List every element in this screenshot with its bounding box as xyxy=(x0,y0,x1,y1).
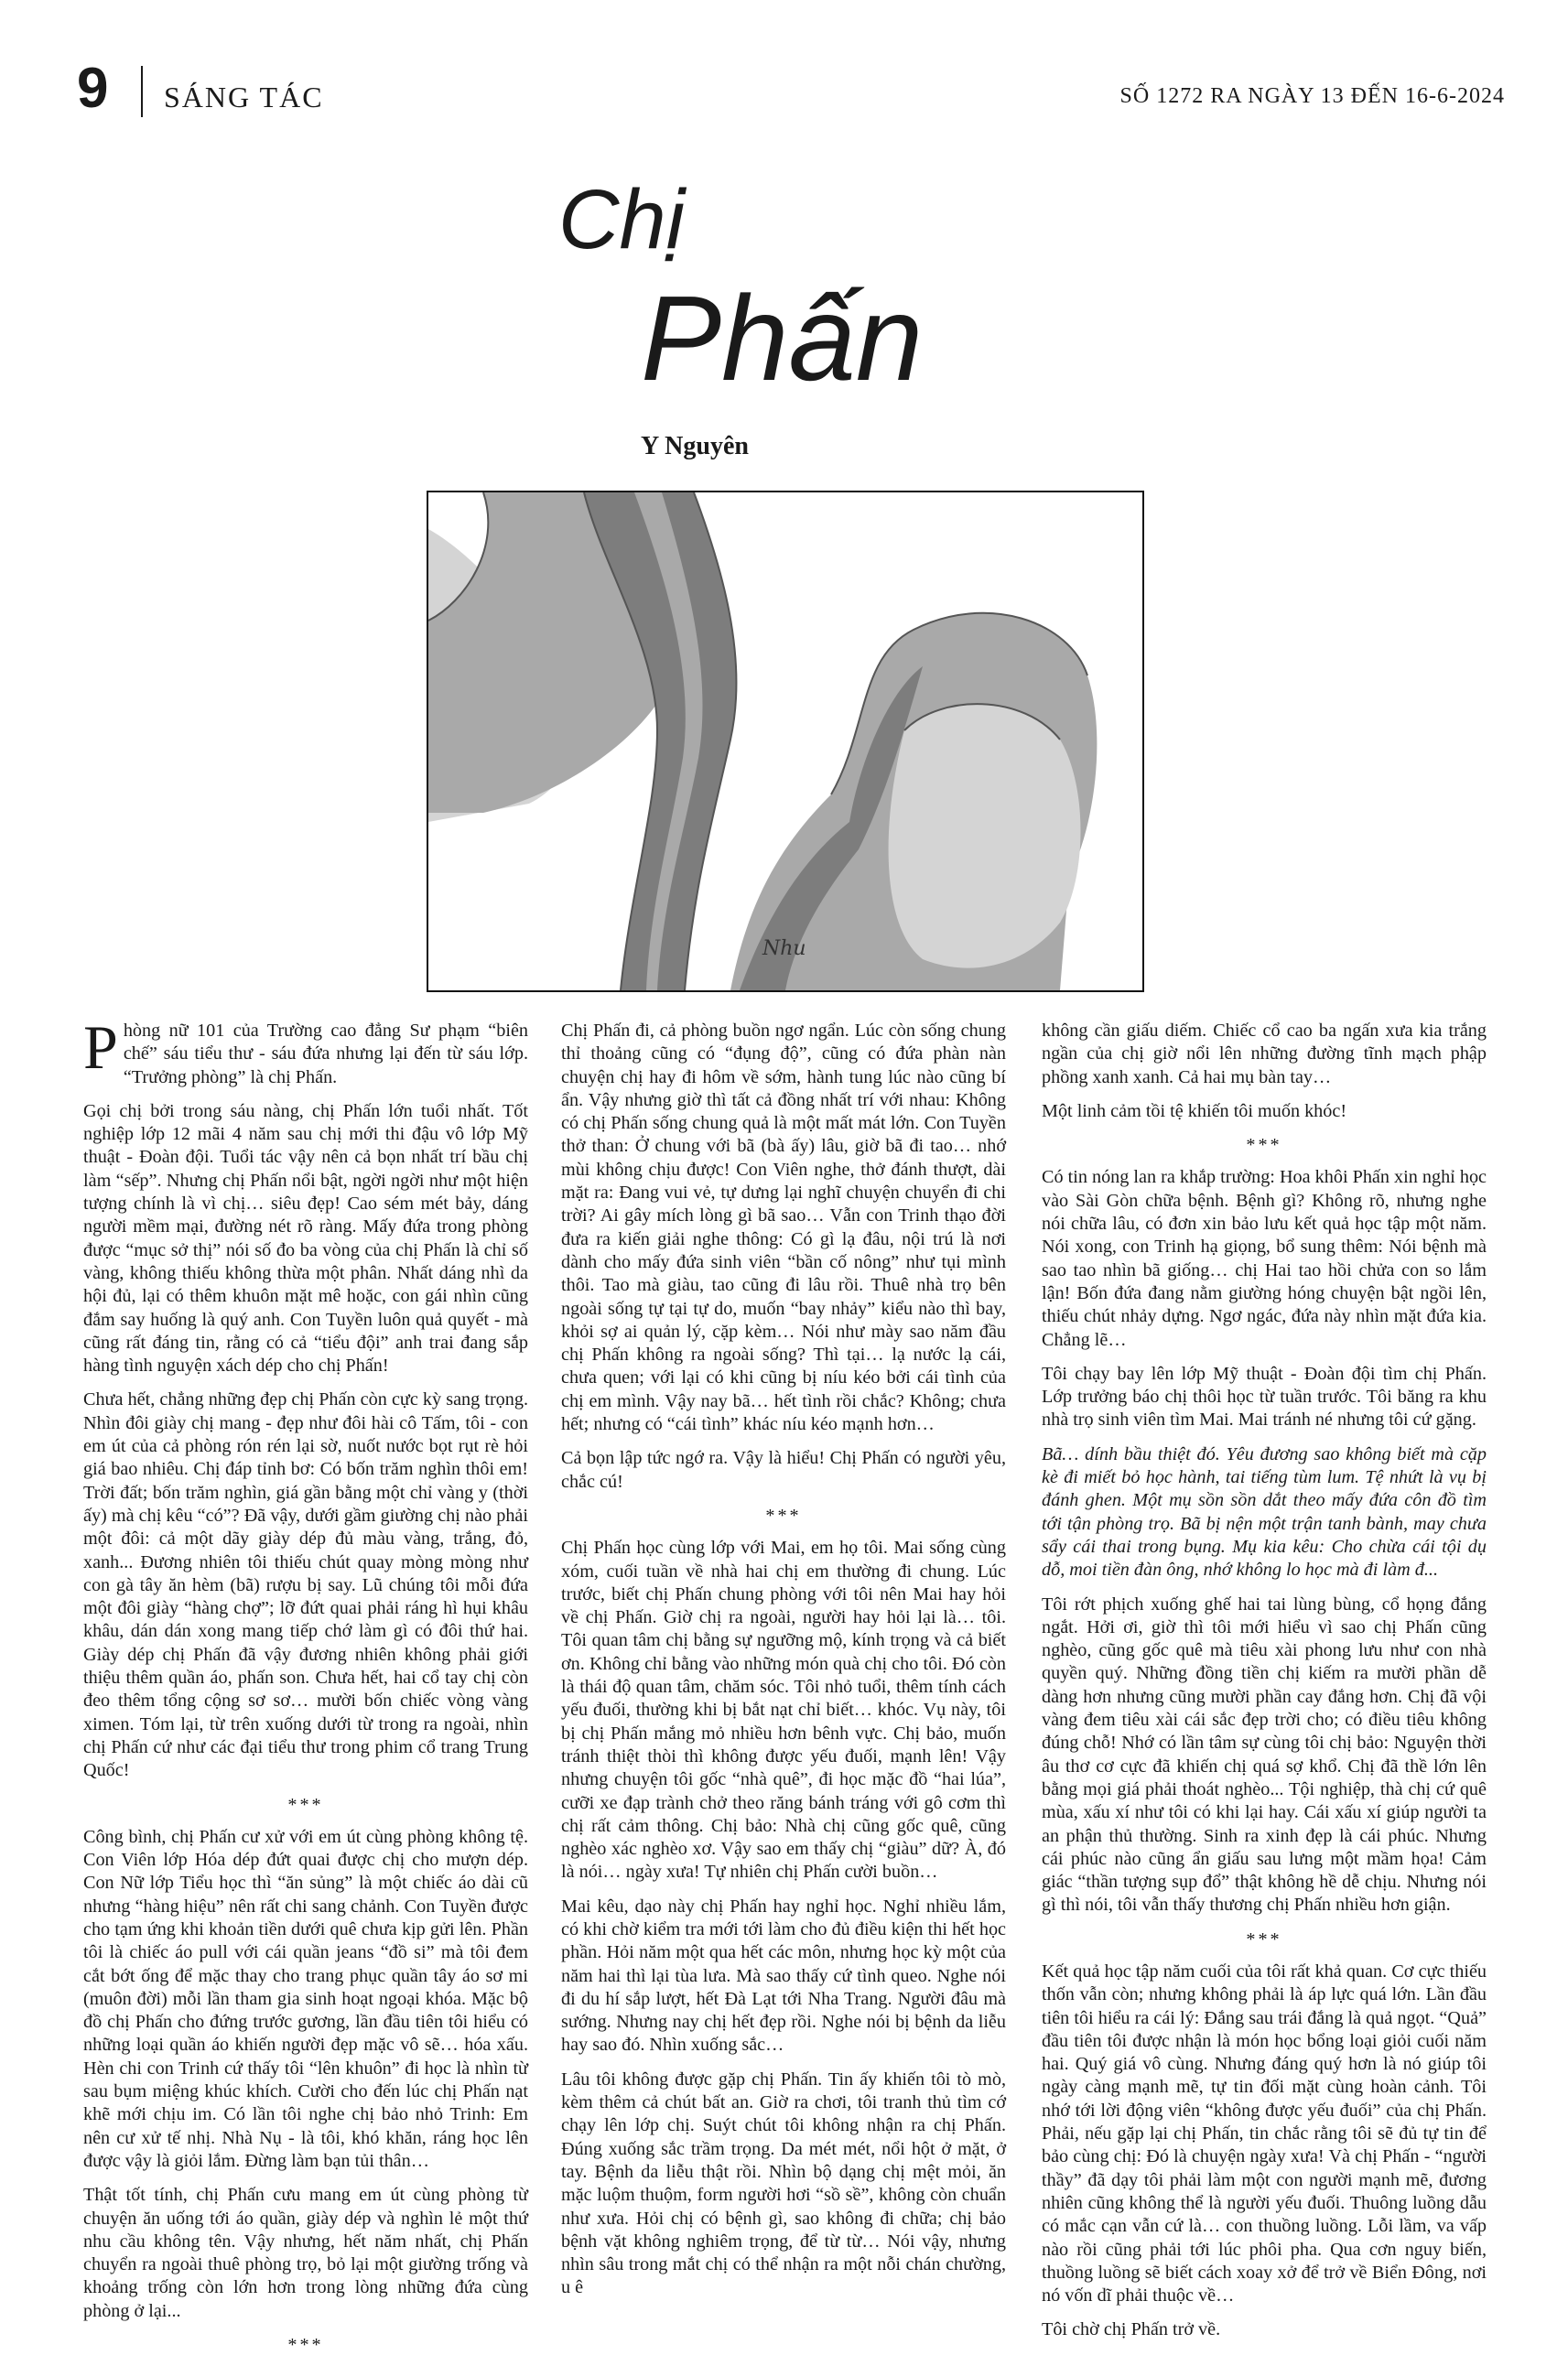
paragraph: Thật tốt tính, chị Phấn cưu mang em út cùng phòng từ chuyện ăn uống tới áo quần, giày dép và nghìn lẻ một thứ nhu cầu không tên. Vậy nhưng, hết năm nhất, chị Phấn chuyển ra ngoài thuê phòng trọ, bỏ lại một giường trống và khoảng trống còn lớn hơn trong lòng những đứa cùng phòng ở lại... xyxy=(83,2185,528,2321)
paragraph: Chị Phấn đi, cả phòng buồn ngơ ngẩn. Lúc còn sống chung thỉ thoảng cũng có “đụng độ”, cũng có đứa phàn nàn chuyện chị hay đi hôm về sớm, hành tung lúc nào cũng bí ẩn. Vậy nhưng giờ thì tất cả đồng nhất trí với nhau: Không có chị Phấn sống chung quả là một mất mát lớn. Con Tuyền thở than: Ở chung với bã (bà ấy) lâu, giờ bã đi tao… nhớ mùi không chịu được! Con Viên nghe, thở đánh thượt, dài mặt ra: Đang vui vẻ, tự dưng lại nghĩ chuyện chuyển đi chi trời? Ai gây mích lòng gì bã sao… Vẫn con Trinh thạo đời đưa ra kiến giải nghe thông: Có gì lạ đâu, nội trú là nơi dành cho mấy đứa sinh viên “bần cố nông” như tụi mình thôi. Tao mà giàu, tao cũng đi lâu rồi. Thuê nhà trọ bên ngoài sống tự tại tự do, muốn “bay nhảy” kiểu nào thì bay, khỏi sợ ai quản lý, cặp kèm… Nói như mày sao năm đầu chị Phấn không ra ngoài sống? Thì tại… lạ nước lạ cái, chưa quen; với lại có khi cũng bị níu kéo bởi cái tình của chị em mình. Vậy nay bã… hết tình rồi chắc? Không; chưa hết; nhưng có “cái tình” khác níu kéo mạnh hơn… xyxy=(561,1021,1006,1435)
paragraph: Tôi rớt phịch xuống ghế hai tai lùng bùng, cổ họng đắng ngắt. Hởi ơi, giờ thì tôi mới hiểu vì sao chị Phấn cũng nghèo, cũng gốc quê mà tiêu xài phong lưu như con nhà quyền quý. Những đồng tiền chị kiếm ra mười phần dễ dàng hơn nhưng cũng mười phần cay đắng hơn. Chị đã vội vàng đem tiêu xài cái sắc đẹp trời cho; có điều tiêu không đúng chỗ! Nhớ có lần tâm sự cùng tôi chị bảo: Nguyện thời âu thơ cơ cực đã khiến chị quá sợ khổ. Chị đã thề lớn lên bằng mọi giá phải thoát nghèo... Tội nghiệp, thà chị cứ quê mùa, xấu xí như tôi có khi lại hay. Cái xấu xí giúp người ta an phận thủ thường. Sinh ra xinh đẹp là cái phúc. Nhưng cái phúc nào cũng ẩn giấu sau lưng một mầm họa! Cảm giác “thần tượng sụp đổ” thật không hề dễ chịu. Nhưng nói gì thì nói, tôi vẫn thấy thương chị Phấn nhiều hơn giận. xyxy=(1042,1594,1487,1916)
title-line-2: Phấn xyxy=(641,271,924,405)
paragraph: không cần giấu diếm. Chiếc cổ cao ba ngấn xưa kia trắng ngần của chị giờ nổi lên những đường tĩnh mạch phập phồng xanh xanh. Cả hai mụ bàn tay… xyxy=(1042,1021,1487,1087)
article-column-2 xyxy=(561,1020,1006,2311)
paragraph: Một linh cảm tồi tệ khiến tôi muốn khóc! xyxy=(1042,1100,1347,1121)
article-column-3 xyxy=(1042,1020,1487,2353)
section-label: SÁNG TÁC xyxy=(164,81,324,113)
paragraph: Bã… dính bầu thiệt đó. Yêu đương sao không biết mà cặp kè đi miết bỏ học hành, tai tiếng tùm lum. Tệ nhứt là vụ bị đánh ghen. Một mụ sồn sồn dắt theo mấy đứa côn đồ tìm tới tận phòng trọ. Bã bị nện một trận tanh bành, may chưa sẩy cái thai trong bụng. Mụ kia kêu: Cho chừa cái tội dụ dỗ, moi tiền đàn ông, nhớ không lo học mà đi làm đ... xyxy=(1042,1443,1487,1581)
issue-info: SỐ 1272 RA NGÀY 13 ĐẾN 16-6-2024 xyxy=(1119,84,1505,108)
section-break: *** xyxy=(1246,1135,1282,1156)
paragraph: Cả bọn lập tức ngớ ra. Vậy là hiểu! Chị Phấn có người yêu, chắc cú! xyxy=(561,1448,1006,1492)
paragraph: Chị Phấn học cùng lớp với Mai, em họ tôi. Mai sống cùng xóm, cuối tuần về nhà hai chị em thường đi chung. Lúc trước, biết chị Phấn chung phòng với tôi nên Mai hay hỏi về chị Phấn. Giờ chị ra ngoài, người hay hỏi lại là… tôi. Tôi quan tâm chị bằng sự ngưỡng mộ, kính trọng và cả biết ơn. Không chỉ bằng vào những món quà chị cho tôi. Đó còn là thái độ quan tâm, chăm sóc. Tôi nhỏ tuổi, thêm tính cách yếu đuối, thường khi bị bắt nạt chỉ biết… khóc. Vụ này, tôi bị chị Phấn mắng mỏ nhiều hơn bênh vực. Chị bảo, muốn tránh thiệt thòi thì không được yếu đuối, mạnh lên! Vậy nhưng chuyện tôi gốc “nhà quê”, đi học mặc đồ “hai lúa”, cưỡi xe đạp trành chở theo răng bánh tráng với gô cơm thì chị rất cảm thông. Chị bảo: Nhà chị cũng gốc quê, cũng nghèo xác nghèo xơ. Vậy sao em thấy chị “giàu” dữ? À, đó là nói… ngày xưa! Tự nhiên chị Phấn cười buồn… xyxy=(561,1538,1006,1883)
paragraph: Có tin nóng lan ra khắp trường: Hoa khôi Phấn xin nghỉ học vào Sài Gòn chữa bệnh. Bệnh gì? Không rõ, nhưng nghe nói chữa lâu, có đơn xin bảo lưu kết quả học tập một năm. Nói xong, con Trinh hạ giọng, bổ sung thêm: Nói bệnh mà sao tao nhìn bã giống… chị Hai tao hồi chửa con so lắm lận! Bốn đứa đang nằm giường hóng chuyện bật ngồi lên, thiếu chút nhảy dựng. Ngơ ngác, đứa này nhìn mặt đứa kia. Chẳng lẽ… xyxy=(1042,1167,1487,1350)
section-break: *** xyxy=(765,1505,802,1526)
author-byline: Y Nguyên xyxy=(641,432,749,460)
title-line-1: Chị xyxy=(558,173,686,266)
paragraph: Chưa hết, chẳng những đẹp chị Phấn còn cực kỳ sang trọng. Nhìn đôi giày chị mang - đẹp như đôi hài cô Tấm, tôi - con em út của cả phòng rón rén lại sờ, nuốt nước bọt rụt rè hỏi giá bao nhiêu. Chị đáp tỉnh bơ: Có bốn trăm nghìn thôi em! Trời đất; bốn trăm nghìn, giá gần bằng một chỉ vàng y (thời ấy) mà chị kêu “có”? Đã vậy, dưới gầm giường chị nào phải một đôi: cả một dãy giày dép đủ màu vàng, trắng, đỏ, xanh... Đương nhiên tôi thiếu chút quay mòng mòng như con gà tây ăn hèm (bã) rượu bị say. Lũ chúng tôi mỗi đứa một đôi giày “hàng chợ”; lỡ đứt quai phải ráng hì hụi khâu khâu, dán dán xong mang tiếp chớ làm gì có đôi thứ hai. Giày dép chị Phấn đã vậy đương nhiên không phải giới thiệu thêm quần áo, phấn son. Chưa hết, hai cổ tay chị còn đeo thêm tổng cộng sơ sơ… mười bốn chiếc vòng vàng ximen. Tóm lại, từ trên xuống dưới từ trong ra ngoài, nhìn chị Phấn cứ như các đại tiểu thư trong phim cổ trang Trung Quốc! xyxy=(83,1389,528,1781)
paragraph: Tôi chạy bay lên lớp Mỹ thuật - Đoàn đội tìm chị Phấn. Lớp trưởng báo chị thôi học từ tuần trước. Tôi băng ra khu nhà trọ sinh viên tìm Mai. Mai tránh né nhưng tôi cứ gặng. xyxy=(1042,1363,1487,1431)
section-break: *** xyxy=(287,1794,324,1815)
paragraph: Gọi chị bởi trong sáu nàng, chị Phấn lớn tuổi nhất. Tốt nghiệp lớp 12 mãi 4 năm sau chị mới thi đậu vô lớp Mỹ thuật - Đoàn đội. Tuổi tác vậy nên cả bọn nhất trí bầu chị làm “sếp”. Nhưng chị Phấn nổi bật, ngời ngời như một hiện tượng chính là vì chị… siêu đẹp! Cao sém mét bảy, dáng người mềm mại, đường nét rõ ràng. Mấy đứa trong phòng được “mục sở thị” nói số đo ba vòng của chị Phấn là chỉ số vàng, không thiếu không thừa một phân. Nhất dáng nhì da hội đủ, lại có thêm khuôn mặt mê hoặc, con gái nhìn cũng đắm say huống là quý anh. Con Tuyền luôn quả quyết - mà cũng rất đáng tin, rằng có cả “tiểu đội” anh trai đang sắp hàng tình nguyện xách dép cho chị Phấn! xyxy=(83,1100,528,1377)
paragraph: Phòng nữ 101 của Trường cao đẳng Sư phạm “biên chế” sáu tiểu thư - sáu đứa nhưng lại đến từ sáu lớp. “Trưởng phòng” là chị Phấn. xyxy=(83,1012,528,1087)
section-break: *** xyxy=(1246,1928,1282,1950)
page-number: 9 xyxy=(77,57,109,120)
section-break: *** xyxy=(287,2335,324,2356)
story-illustration xyxy=(427,491,1144,992)
artist-signature: Nhu xyxy=(762,937,806,960)
header-divider xyxy=(141,66,143,117)
paragraph: Mai kêu, dạo này chị Phấn hay nghỉ học. Nghỉ nhiều lắm, có khi chờ kiểm tra mới tới làm cho đủ điều kiện thi hết học phần. Hỏi năm một qua hết các môn, nhưng học kỳ một của năm hai thì lại tùa lưa. Mà sao thấy cứ tình queo. Nghe nói đi du hí sắp lượt, hết Đà Lạt tới Nha Trang. Người đâu mà sướng. Nhưng nay chị hết đẹp rồi. Nghe nói bị bệnh da liễu hay sao đó. Nhìn xuống sắc… xyxy=(561,1896,1006,2056)
right-face-shape xyxy=(889,704,1081,968)
drop-cap: P xyxy=(83,1012,118,1082)
paragraph: Công bình, chị Phấn cư xử với em út cùng phòng không tệ. Con Viên lớp Hóa dép đứt quai được chị cho mượn dép. Con Nữ lớp Tiểu học thì “ăn sủng” là một chiếc áo dài cũ nhưng “hàng hiệu” nên rất chi sang chảnh. Con Tuyền được cho tạm ứng khi khoản tiền dưới quê chưa kịp gửi lên. Phần tôi là chiếc áo pull với cái quần jeans “đồ si” mà tôi đem cắt bớt ống để mặc thay cho trang phục quần tây áo sơ mi (muôn đời) mỗi lần tham gia sinh hoạt ngoại khóa. Mặc bộ đồ chị Phấn cho đứng trước gương, lần đầu tiên tôi hiểu có những loại quần áo khiến người đẹp mặc vô sẽ… hóa xấu. Hèn chi con Trinh cứ thấy tôi “lên khuôn” đi học là nhìn từ sau bụm miệng khúc khích. Cười cho đến lúc chị Phấn nạt khẽ mới chịu im. Có lần tôi nghe chị bảo nhỏ Trinh: Em nên cư xử tế nhị. Nhà Nụ - là tôi, khó khăn, ráng học lên được vậy là giỏi lắm. Đừng làm bạn tủi thân… xyxy=(83,1826,528,2171)
paragraph: Kết quả học tập năm cuối của tôi rất khả quan. Cơ cực thiếu thốn vẫn còn; nhưng không phải là áp lực quá lớn. Lần đầu tiên tôi hiểu ra cái lý: Đắng sau trái đắng là quả ngọt. “Quả” đầu tiên tôi được nhận là món học bổng loại giỏi cuối năm hai. Quý giá vô cùng. Nhưng đáng quý hơn là nó giúp tôi ngày càng mạnh mẽ, tự tin đối mặt cùng hoàn cảnh. Tôi nhớ tới lời động viên “không được yếu đuối” của chị Phấn. Phải, nếu gặp lại chị Phấn, tin chắc rằng tôi sẽ đủ tự tin để bảo cùng chị: Đó là chuyện ngày xưa! Và chị Phấn - “người thầy” đã dạy tôi phải làm một con người mạnh mẽ, đương nhiên cũng không thể là người yếu đuối. Thuông luồng dẫu có mắc cạn vẫn cứ là… con thuồng luồng. Lỗi lầm, va vấp nào rồi cũng phải tới lúc phôi pha. Qua cơn nguy biến, thuồng luồng sẽ biết cách xoay xở để trở về Biển Đông, nơi nó vốn dĩ phải thuộc về… xyxy=(1042,1961,1487,2307)
paragraph: Tôi chờ chị Phấn trở về. xyxy=(1042,2319,1221,2340)
paragraph: Lâu tôi không được gặp chị Phấn. Tin ấy khiến tôi tò mò, kèm thêm cả chút bất an. Giờ ra chơi, tôi tranh thủ tìm cớ chạy lên lớp chị. Suýt chút tôi không nhận ra chị Phấn. Đúng xuống sắc trầm trọng. Da mét mét, nổi hột ở mặt, ở tay. Bệnh da liễu thật rồi. Nhìn bộ dạng chị mệt mỏi, ăn mặc luộm thuộm, form người hơi “sồ sề”, không còn chuẩn như xưa. Hỏi chị có bệnh gì, sao không đi chữa; chị bảo bệnh vặt không nghiêm trọng, để từ từ… Nói vậy, nhưng nhìn sâu trong mắt chị có thể nhận ra một nỗi chán chường, u ê xyxy=(561,2069,1006,2298)
article-column-1 xyxy=(83,1012,528,2366)
page-header xyxy=(77,57,1505,130)
